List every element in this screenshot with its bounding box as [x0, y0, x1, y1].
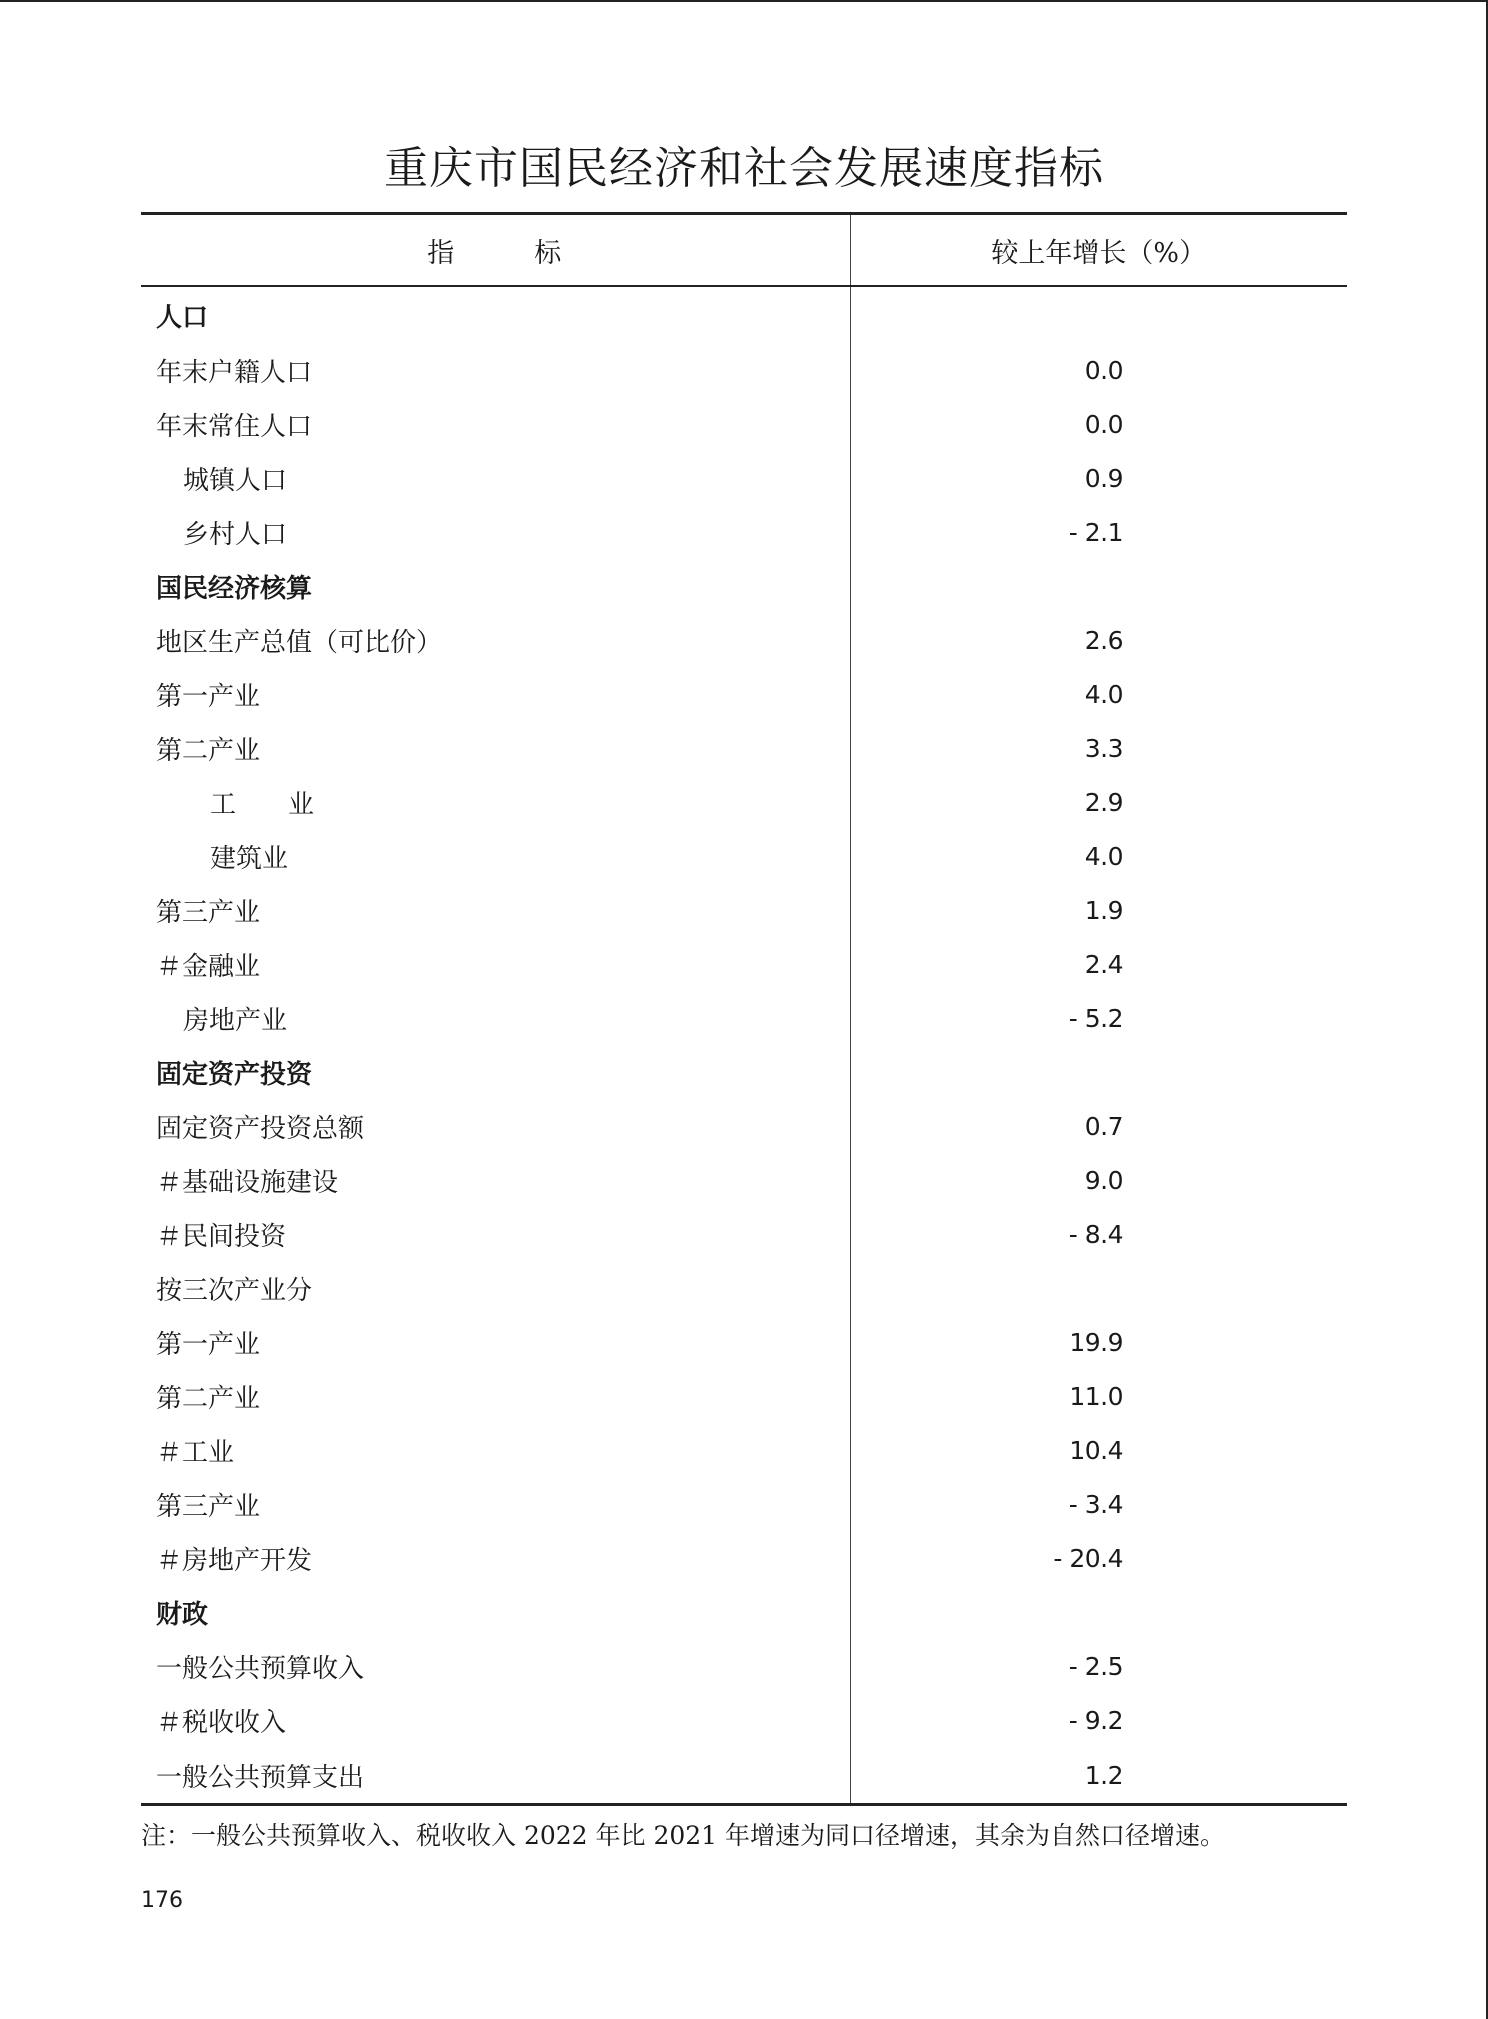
growth-value [850, 1045, 1347, 1099]
growth-value: - 20.4 [1053, 1543, 1123, 1573]
growth-value: 0.9 [1084, 463, 1123, 493]
indicator-label: 地区生产总值（可比价） [141, 613, 850, 667]
indicator-label: ＃基础设施建设 [141, 1153, 850, 1207]
growth-value: - 5.2 [1068, 1003, 1123, 1033]
table-row [141, 991, 1347, 1045]
table-header-row [141, 214, 1347, 287]
indicator-label: 年末户籍人口 [141, 343, 850, 397]
table-row [141, 1261, 1347, 1315]
indicator-table-container [141, 212, 1347, 1806]
indicator-label: ＃民间投资 [141, 1207, 850, 1261]
indicator-label: ＃税收收入 [141, 1693, 850, 1747]
table-row [141, 1477, 1347, 1531]
table-row [141, 721, 1347, 775]
growth-value: - 2.1 [1068, 517, 1123, 547]
growth-value: 19.9 [1069, 1327, 1123, 1357]
table-row [141, 667, 1347, 721]
table-row [141, 343, 1347, 397]
table-row [141, 1747, 1347, 1805]
header-indicator-part1: 指 [427, 237, 457, 269]
section-heading: 财政 [141, 1585, 850, 1639]
growth-value: 0.0 [1084, 409, 1123, 439]
growth-value: - 9.2 [1068, 1705, 1123, 1735]
table-row [141, 1207, 1347, 1261]
indicator-label: 按三次产业分 [141, 1261, 850, 1315]
indicator-label: 固定资产投资总额 [141, 1099, 850, 1153]
indicator-label: 房地产业 [141, 991, 850, 1045]
growth-value: 1.9 [1084, 895, 1123, 925]
table-row [141, 1369, 1347, 1423]
table-row [141, 613, 1347, 667]
indicator-label: 第一产业 [141, 1315, 850, 1369]
header-growth: 较上年增长（%） [850, 214, 1347, 287]
indicator-label: ＃金融业 [141, 937, 850, 991]
section-heading: 固定资产投资 [141, 1045, 850, 1099]
indicator-label: 第三产业 [141, 883, 850, 937]
table-row [141, 1639, 1347, 1693]
indicator-label: 一般公共预算支出 [141, 1747, 850, 1805]
header-indicator-part2: 标 [534, 237, 564, 269]
table-row [141, 1315, 1347, 1369]
growth-value: 0.0 [1084, 355, 1123, 385]
growth-value: 9.0 [1084, 1165, 1123, 1195]
growth-value: - 2.5 [1068, 1651, 1123, 1681]
growth-value [850, 286, 1347, 343]
growth-value: 3.3 [1084, 733, 1123, 763]
growth-value [850, 559, 1347, 613]
table-row [141, 451, 1347, 505]
growth-value [850, 1585, 1347, 1639]
growth-value: 2.9 [1084, 787, 1123, 817]
section-heading: 国民经济核算 [141, 559, 850, 613]
indicator-label: 建筑业 [141, 829, 850, 883]
page-title: 重庆市国民经济和社会发展速度指标 [384, 143, 1104, 194]
growth-value: 11.0 [1069, 1381, 1123, 1411]
growth-value [850, 1261, 1347, 1315]
indicator-label: 第三产业 [141, 1477, 850, 1531]
indicator-label: ＃房地产开发 [141, 1531, 850, 1585]
table-row [141, 1045, 1347, 1099]
indicator-label: 第二产业 [141, 721, 850, 775]
indicator-label: 年末常住人口 [141, 397, 850, 451]
header-indicator [141, 214, 850, 287]
table-row [141, 1423, 1347, 1477]
growth-value: 10.4 [1069, 1435, 1123, 1465]
table-row [141, 1531, 1347, 1585]
table-row [141, 286, 1347, 343]
table-row [141, 1585, 1347, 1639]
indicator-label: ＃工业 [141, 1423, 850, 1477]
table-row [141, 937, 1347, 991]
indicator-label: 第二产业 [141, 1369, 850, 1423]
growth-value: 2.4 [1084, 949, 1123, 979]
growth-value: - 3.4 [1068, 1489, 1123, 1519]
growth-value: 4.0 [1084, 679, 1123, 709]
growth-value: 0.7 [1084, 1111, 1123, 1141]
growth-value: 1.2 [850, 1747, 1347, 1805]
table-row [141, 775, 1347, 829]
table-row [141, 1099, 1347, 1153]
indicator-label: 乡村人口 [141, 505, 850, 559]
indicator-table [141, 212, 1347, 1806]
growth-value: 2.6 [1084, 625, 1123, 655]
table-row [141, 1693, 1347, 1747]
indicator-label: 第一产业 [141, 667, 850, 721]
indicator-label: 城镇人口 [141, 451, 850, 505]
section-heading: 人口 [141, 286, 850, 343]
table-row [141, 829, 1347, 883]
table-row [141, 559, 1347, 613]
table-footnote: 注：一般公共预算收入、税收收入 2022 年比 2021 年增速为同口径增速，其余为自然口径增速。 [141, 1821, 1226, 1850]
indicator-label: 一般公共预算收入 [141, 1639, 850, 1693]
indicator-label: 工 业 [141, 775, 850, 829]
growth-value: 4.0 [1084, 841, 1123, 871]
growth-value: - 8.4 [1068, 1219, 1123, 1249]
table-row [141, 505, 1347, 559]
table-row [141, 883, 1347, 937]
page-top-border [0, 0, 1488, 2]
table-row [141, 397, 1347, 451]
page-number: 176 [141, 1888, 183, 1913]
table-body [141, 286, 1347, 1805]
table-row [141, 1153, 1347, 1207]
